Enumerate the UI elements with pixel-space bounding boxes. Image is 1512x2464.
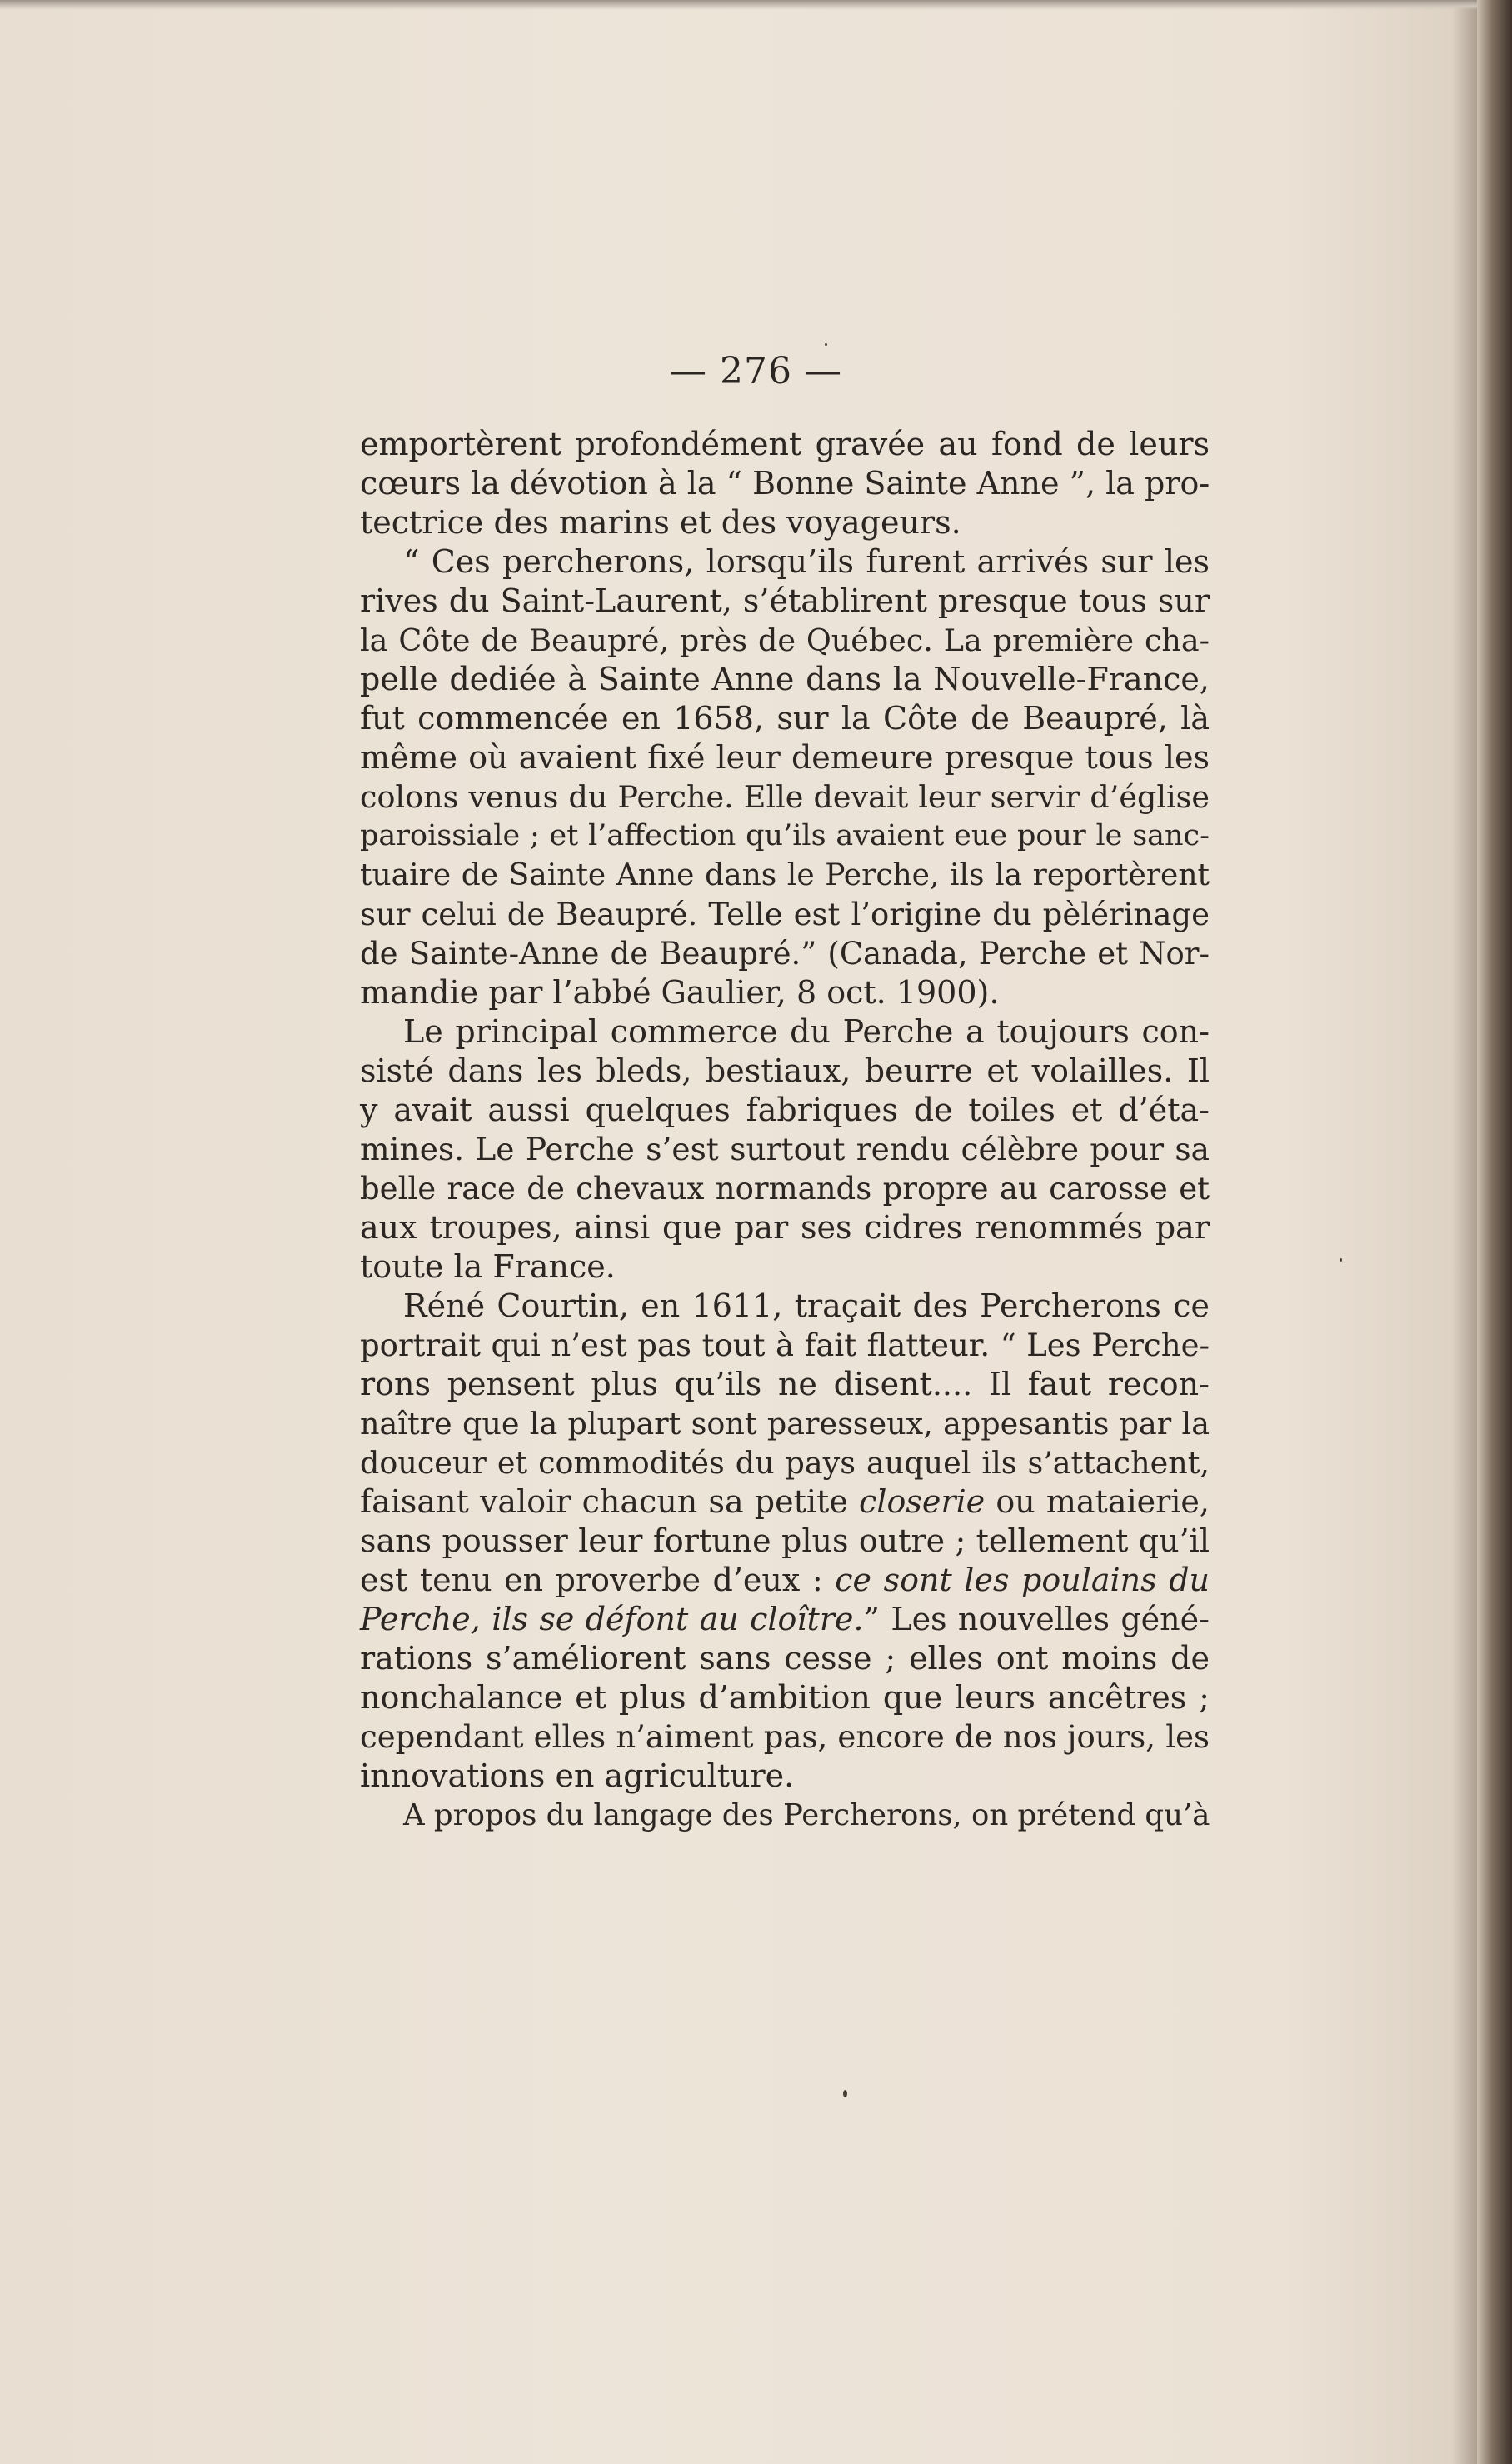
text-span: faisant valoir chacun sa petite (360, 1483, 848, 1520)
paper-speck (825, 343, 827, 346)
italic-quote: Perche, ils se défont au cloître. (360, 1601, 864, 1637)
text-line: mandie par l’abbé Gaulier, 8 oct. 1900). (360, 974, 1000, 1011)
text-line: sur celui de Beaupré. Telle est l’origine du pèlérinage (360, 897, 1210, 932)
text-line: rons pensent plus qu’ils ne disent.... Il faut recon- (360, 1366, 1210, 1402)
text-line: sisté dans les bleds, bestiaux, beurre et volailles. Il (360, 1052, 1210, 1089)
text-line-mixed (360, 1561, 1210, 1600)
text-line: sans pousser leur fortune plus outre ; tellement qu’il (360, 1522, 1210, 1559)
text-line: emportèrent profondément gravée au fond de leurs (360, 426, 1210, 462)
text-line: rives du Saint-Laurent, s’établirent presque tous sur (360, 582, 1210, 619)
text-line: paroissiale ; et l’affection qu’ils avaient eue pour le sanc- (360, 819, 1210, 852)
text-line: naître que la plupart sont paresseux, appesantis par la (360, 1406, 1210, 1442)
page-number: — 276 — (670, 350, 842, 392)
page-top-edge (0, 0, 1512, 10)
text-line: A propos du langage des Percherons, on prétend qu’à (403, 1798, 1210, 1832)
text-line: cœurs la dévotion à la “ Bonne Sainte Anne ”, la pro- (360, 465, 1210, 502)
text-span: ou mataierie, (985, 1483, 1210, 1520)
text-line: fut commencée en 1658, sur la Côte de Beaupré, là (360, 700, 1210, 737)
text-line-mixed (360, 1600, 1210, 1639)
text-line: même où avaient fixé leur demeure presque tous les (360, 739, 1210, 776)
text-line: colons venus du Perche. Elle devait leur servir d’église (360, 779, 1210, 815)
italic-quote: ce sont les poulains du (835, 1562, 1210, 1598)
text-line: cependant elles n’aiment pas, encore de nos jours, les (360, 1719, 1210, 1755)
text-line: aux troupes, ainsi que par ses cidres renommés par (360, 1209, 1210, 1246)
text-line: tuaire de Sainte Anne dans le Perche, ils la reportèrent (360, 858, 1210, 892)
paper-speck (1340, 1258, 1342, 1262)
italic-term: closerie (859, 1483, 986, 1520)
text-line: belle race de chevaux normands propre au carosse et (360, 1171, 1210, 1207)
text-line: nonchalance et plus d’ambition que leurs ancêtres ; (360, 1679, 1210, 1716)
text-line: mines. Le Perche s’est surtout rendu célèbre pour sa (360, 1131, 1210, 1167)
text-line: rations s’améliorent sans cesse ; elles ont moins de (360, 1640, 1210, 1677)
text-line: la Côte de Beaupré, près de Québec. La première cha- (360, 622, 1210, 658)
body-text (360, 425, 1210, 1835)
text-line: de Sainte-Anne de Beaupré.” (Canada, Perche et Nor- (360, 936, 1210, 972)
text-line: innovations en agriculture. (360, 1757, 795, 1794)
text-span: ” Les nouvelles géné- (863, 1601, 1210, 1637)
text-line: pelle dediée à Sainte Anne dans la Nouvelle-France, (360, 661, 1210, 697)
text-line: tectrice des marins et des voyageurs. (360, 504, 961, 541)
text-line: douceur et commodités du pays auquel ils s’attachent, (360, 1445, 1210, 1481)
text-line: Réné Courtin, en 1611, traçait des Percherons ce (403, 1287, 1210, 1324)
text-line: Le principal commerce du Perche a toujours con- (403, 1013, 1210, 1050)
text-span: est tenu en proverbe d’eux : (360, 1562, 836, 1598)
text-line: y avait aussi quelques fabriques de toiles et d’éta- (360, 1092, 1210, 1128)
text-line: “ Ces percherons, lorsqu’ils furent arrivés sur les (403, 543, 1210, 580)
text-line: toute la France. (360, 1248, 616, 1285)
text-line: portrait qui n’est pas tout à fait flatteur. “ Les Perche- (360, 1327, 1210, 1363)
text-line-mixed (360, 1482, 1210, 1522)
paper-speck (843, 2090, 847, 2097)
